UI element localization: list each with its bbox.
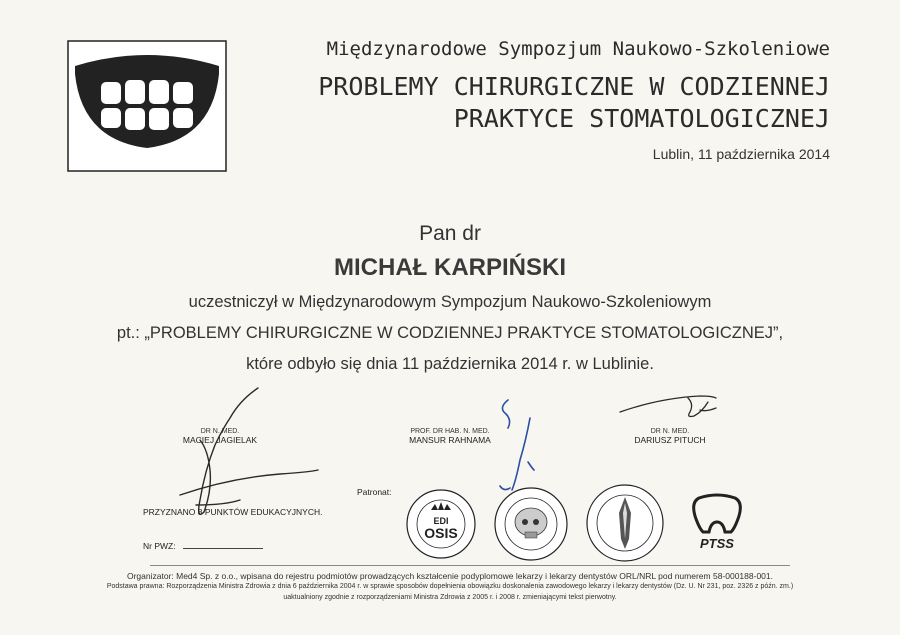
footer-legal-update: uaktualniony zgodnie z rozporządzeniami Ministra Zdrowia z 2005 r. i 2008 r. zmieniającymi tekst pierwotny. xyxy=(283,594,617,601)
ptss-logo-text: PTSS xyxy=(700,536,734,551)
recipient-name: MICHAŁ KARPIŃSKI xyxy=(334,254,566,281)
header-title-line2: PRAKTYCE STOMATOLOGICZNEJ xyxy=(453,104,830,133)
signature-name: MANSUR RAHNAMA xyxy=(409,435,491,445)
osis-logo xyxy=(405,488,477,560)
header-title-line1: PROBLEMY CHIRURGICZNE W CODZIENNEJ xyxy=(318,72,830,101)
osis-logo-edi: EDI xyxy=(433,516,449,526)
patronat-label: Patronat: xyxy=(357,487,392,497)
skull-society-logo xyxy=(493,486,569,562)
ptss-logo xyxy=(685,492,749,552)
header-date: Lublin, 11 października 2014 xyxy=(652,146,830,162)
education-points: PRZYZNANO 8 PUNKTÓW EDUKACYJNYCH. xyxy=(143,507,323,517)
osis-logo-text: OSIS xyxy=(424,525,458,541)
header-event-type: Międzynarodowe Sympozjum Naukowo-Szkoleniowe xyxy=(326,38,830,60)
signature-title: PROF. DR HAB. N. MED. xyxy=(410,428,490,435)
footer-legal-basis: Podstawa prawna: Rozporządzenia Ministra Zdrowia z dnia 6 października 2004 r. w sprawie sposobów dopełnienia obowiązku doskonalenia zawodowego lekarzy i lekarzy dentystów (Dz. U. Nr 231, poz. 2326 z późn. zm.) xyxy=(106,583,794,590)
salutation: Pan dr xyxy=(419,222,481,245)
certificate-line-2: pt.: „PROBLEMY CHIRURGICZNE W CODZIENNEJ PRAKTYCE STOMATOLOGICZNEJ”, xyxy=(116,324,784,342)
signature-name: DARIUSZ PITUCH xyxy=(634,435,706,445)
signature-title: DR N. MED. xyxy=(200,428,240,435)
footer-divider xyxy=(150,565,790,566)
footer-organizer: Organizator: Med4 Sp. z o.o., wpisana do rejestru podmiotów prowadzących kształcenie podyplomowe lekarzy i lekarzy dentystów ORL/NRL pod numerem 58-000188-001. xyxy=(126,571,773,581)
signature-title: DR N. MED. xyxy=(650,428,690,435)
pwz-label: Nr PWZ: xyxy=(143,541,176,551)
signature-name: MACIEJ JAGIELAK xyxy=(182,435,258,445)
pwz-field-line xyxy=(183,548,263,549)
surgery-society-logo xyxy=(585,483,665,563)
certificate-line-1: uczestniczył w Międzynarodowym Sympozjum Naukowo-Szkoleniowym xyxy=(188,293,712,311)
certificate-line-3: które odbyło się dnia 11 października 2014 r. w Lublinie. xyxy=(246,355,654,373)
